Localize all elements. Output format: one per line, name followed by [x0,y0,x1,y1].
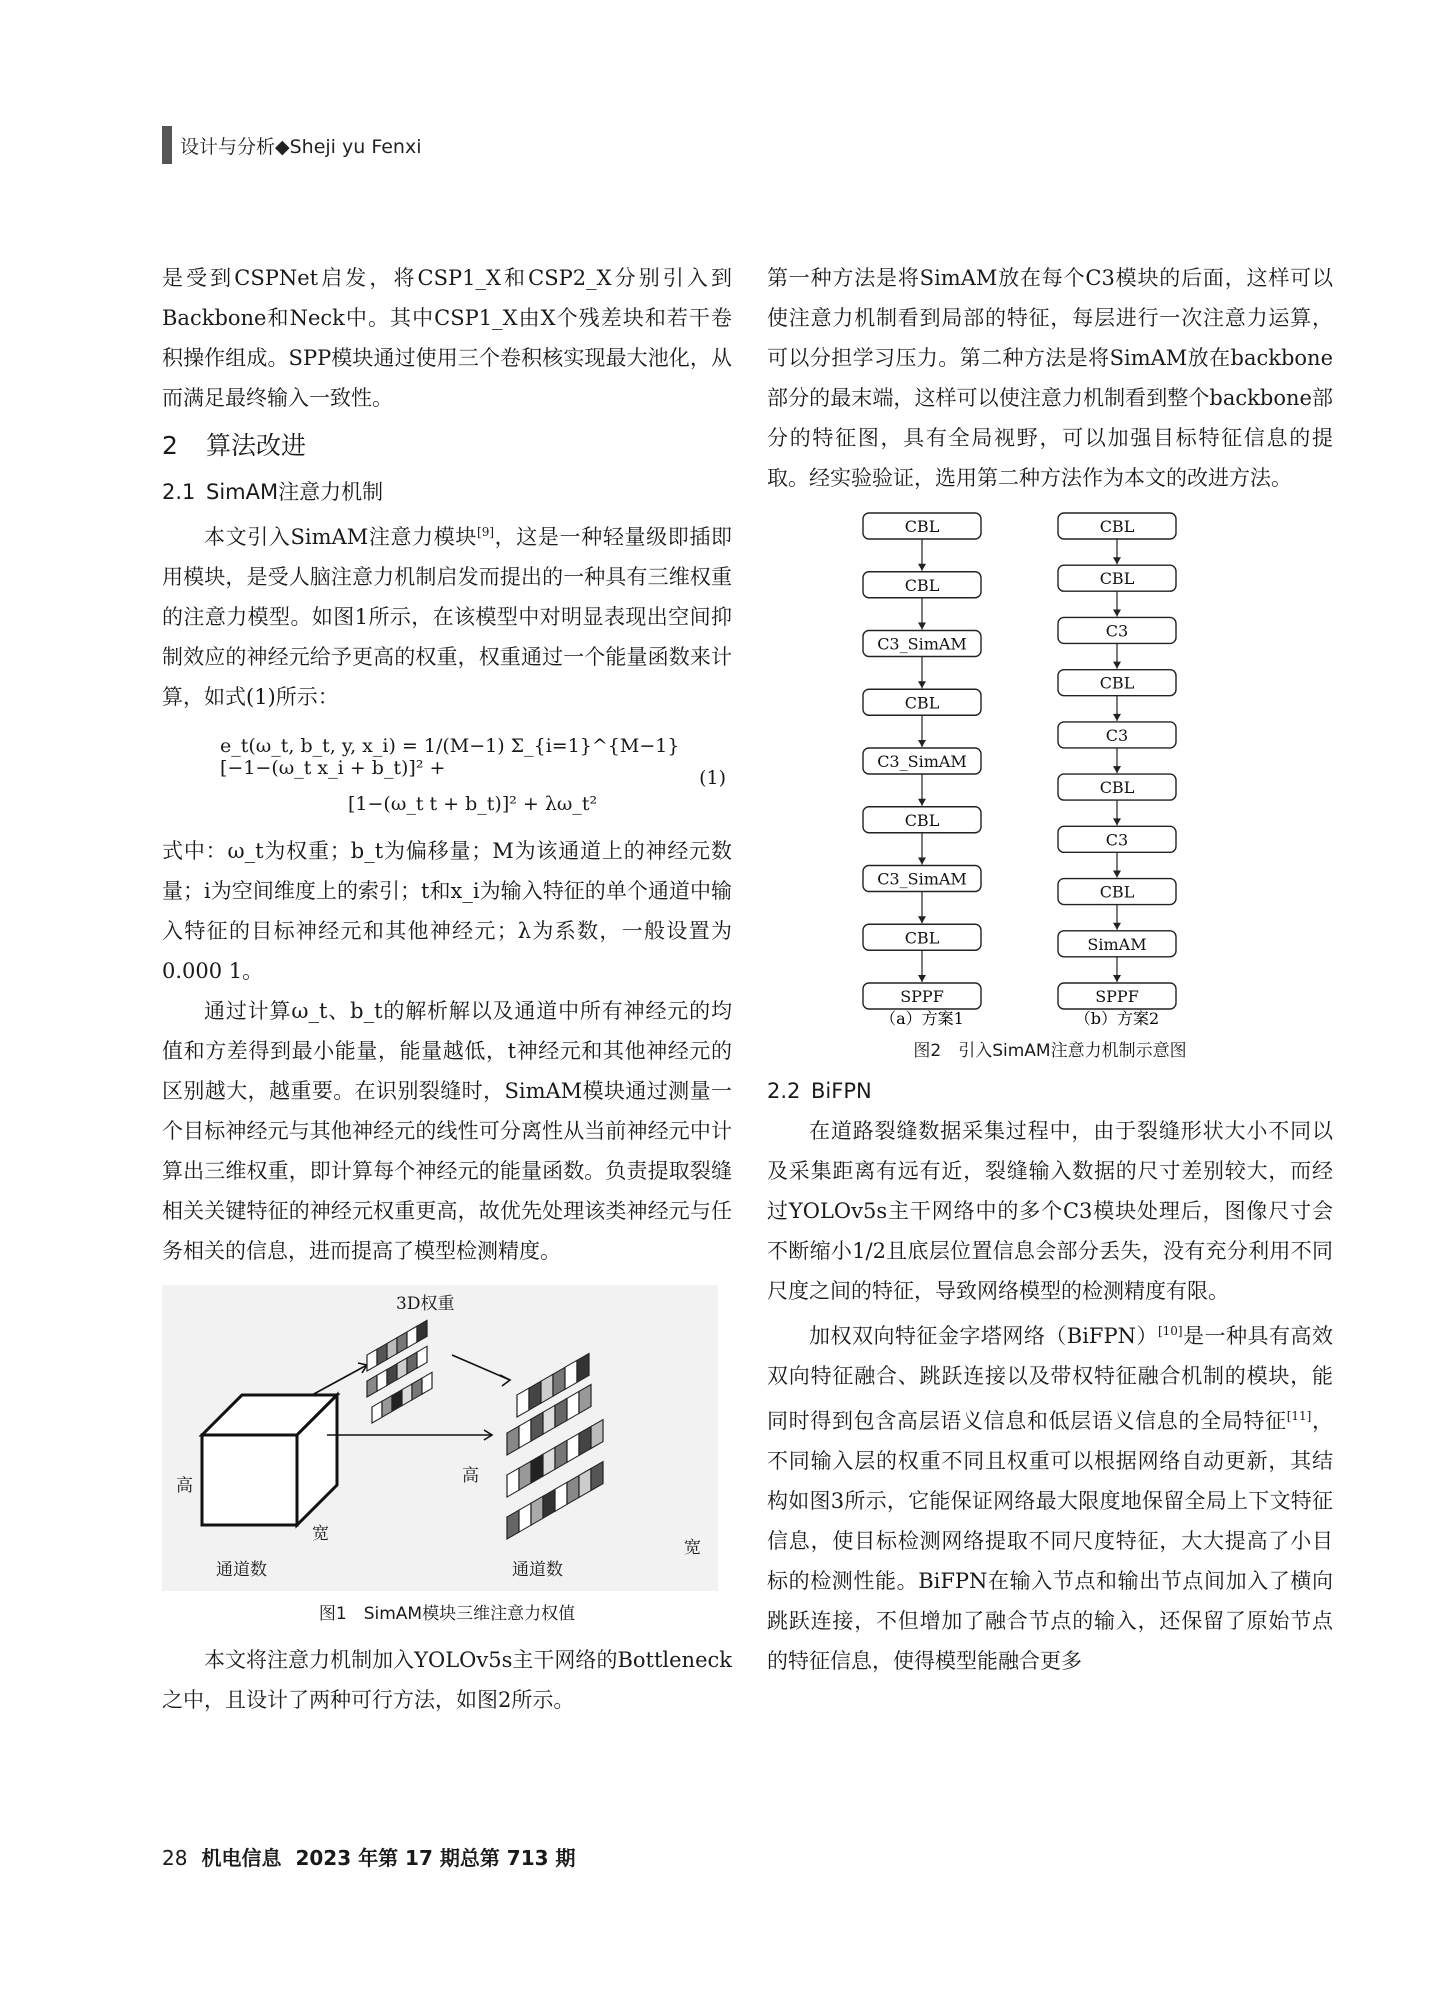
scheme1-node [863,924,981,950]
equation-line-2: [1−(ω_t t + b_t)]² + λω_t² [348,793,598,815]
scheme1-node [863,807,981,833]
paragraph: 式中：ω_t为权重；b_t为偏移量；M为该通道上的神经元数量；i为空间维度上的索引；t和x_i为输入特征的单个通道中输入特征的目标神经元和其他神经元；λ为系数，一般设置为0.000 1。 [162,839,732,983]
scheme2-node [1058,931,1176,957]
scheme1-node-label: CBL [904,575,940,595]
scheme2-node [1058,513,1176,539]
label-channels: 通道数 [216,1560,267,1580]
scheme2-node-label: CBL [1099,569,1135,589]
scheme2-node-label: SPPF [1095,987,1139,1006]
journal-name: 机电信息 [201,1846,282,1870]
paragraph: 在道路裂缝数据采集过程中，由于裂缝形状大小不同以及采集距离有远有近，裂缝输入数据的尺寸差别较大，而经过YOLOv5s主干网络中的多个C3模块处理后，图像尺寸会不断缩小1/2且底层位置信息会部分丢失，没有充分利用不同尺度之间的特征，导致网络模型的检测精度有限。 [767,1119,1333,1303]
paragraph: 是受到CSPNet启发，将CSP1_X和CSP2_X分别引入到Backbone和Neck中。其中CSP1_X由X个残差块和若干卷积操作组成。SPP模块通过使用三个卷积核实现最大池化，从而满足最终输入一致性。 [162,266,732,410]
paragraph: 加权双向特征金字塔网络（BiFPN）[10]是一种具有高效双向特征融合、跳跃连接以及带权特征融合机制的模块，能同时得到包含高层语义信息和低层语义信息的全局特征[11]，不同输入层的权重不同且权重可以根据网络自动更新，其结构如图3所示，它能保证网络最大限度地保留全局上下文特征信息，使目标检测网络提取不同尺度特征，大大提高了小目标的检测性能。BiFPN在输入节点和输出节点间加入了横向跳跃连接，不但增加了融合节点的输入，还保留了原始节点的特征信息，使得模型能融合更多 [767,1324,1333,1673]
issue-info: 2023 年第 17 期总第 713 期 [295,1846,576,1870]
scheme2-arrow [1113,748,1121,773]
equation-number: (1) [699,767,726,789]
running-header [162,126,421,164]
right-column [767,258,1333,1681]
subcaption-a: （a）方案1 [880,1009,964,1028]
scheme2-node [1058,826,1176,852]
running-title: 设计与分析◆Sheji yu Fenxi [180,135,422,158]
scheme2-node-label: CBL [1099,778,1135,798]
scheme2-node-label: CBL [1099,882,1135,902]
scheme1-arrow [918,657,926,689]
subsection-heading: 2.1 SimAM注意力机制 [162,480,384,504]
weighted-output-icon [507,1353,603,1539]
label-width: 宽 [312,1524,329,1544]
weights-3d-icon [367,1320,432,1423]
scheme2-node-label: CBL [1099,673,1135,693]
scheme2-arrow [1113,957,1121,982]
scheme2-node [1058,879,1176,905]
scheme1-arrow [918,950,926,982]
section-heading: 2 算法改进 [162,431,307,460]
scheme1-arrow [918,539,926,571]
scheme1-arrow [918,892,926,924]
figure-1-graphic [162,1285,718,1591]
scheme1-node [863,866,981,892]
scheme1-node [863,748,981,774]
label-height: 高 [176,1476,193,1496]
figure-1 [162,1285,718,1591]
equation-line-1: e_t(ω_t, b_t, y, x_i) = 1/(M−1) Σ_{i=1}^{M−1} [−1−(ω_t x_i + b_t)]² + [220,735,680,779]
subsection-heading: 2.2 BiFPN [767,1079,872,1103]
scheme2-node-label: C3 [1105,621,1129,641]
figure-2 [847,504,1247,1034]
scheme2-node [1058,617,1176,643]
scheme2-node-label: SimAM [1087,934,1147,954]
scheme1-arrow [918,774,926,806]
label-height: 高 [462,1466,479,1486]
scheme2-node [1058,774,1176,800]
scheme1-node-label: CBL [904,810,940,830]
scheme1-node-label: C3_SimAM [877,634,967,654]
scheme1-node-label: CBL [904,693,940,713]
paragraph: 第一种方法是将SimAM放在每个C3模块的后面，这样可以使注意力机制看到局部的特征，每层进行一次注意力运算，可以分担学习压力。第二种方法是将SimAM放在backbone部分的最末端，这样可以使注意力机制看到整个backbone部分的特征图，具有全局视野，可以加强目标特征信息的提取。经实验验证，选用第二种方法作为本文的改进方法。 [767,266,1333,490]
scheme2-node-label: C3 [1105,725,1129,745]
label-channels: 通道数 [512,1560,563,1580]
equation [162,717,732,831]
scheme2-arrow [1113,800,1121,825]
scheme1-arrow [918,715,926,747]
scheme2-node-label: C3 [1105,830,1129,850]
citation[interactable]: [10] [1157,1324,1183,1338]
paragraph: 本文将注意力机制加入YOLOv5s主干网络的Bottleneck之中，且设计了两种可行方法，如图2所示。 [162,1648,732,1712]
page-footer [162,1842,576,1871]
scheme2-node [1058,670,1176,696]
label-3d-weight: 3D权重 [396,1294,455,1314]
scheme1-node [863,983,981,1009]
scheme1-node [863,689,981,715]
citation[interactable]: [9] [477,525,495,539]
scheme2-node [1058,983,1176,1009]
scheme1-node-label: C3_SimAM [877,752,967,771]
figure-2-caption: 图2 引入SimAM注意力机制示意图 [913,1041,1187,1061]
scheme1-node-label: CBL [904,928,940,948]
paragraph: 通过计算ω_t、b_t的解析解以及通道中所有神经元的均值和方差得到最小能量，能量越低，t神经元和其他神经元的区别越大，越重要。在识别裂缝时，SimAM模块通过测量一个目标神经元与其他神经元的线性可分离性从当前神经元中计算出三维权重，即计算每个神经元的能量函数。负责提取裂缝相关关键特征的神经元权重更高，故优先处理该类神经元与任务相关的信息，进而提高了模型检测精度。 [162,999,732,1263]
figure-1-caption: 图1 SimAM模块三维注意力权值 [318,1604,576,1624]
scheme2-node-label: CBL [1099,517,1135,536]
scheme2-arrow [1113,905,1121,930]
scheme2-arrow [1113,696,1121,721]
scheme1-arrow [918,833,926,865]
scheme2-arrow [1113,539,1121,564]
scheme1-node-label: SPPF [900,987,944,1006]
label-width: 宽 [684,1538,701,1558]
scheme1-node-label: C3_SimAM [877,869,967,889]
scheme1-node [863,513,981,539]
scheme2-arrow [1113,591,1121,616]
header-bar [162,126,172,164]
cube-icon [202,1395,337,1525]
scheme1-node [863,631,981,657]
citation[interactable]: [11] [1286,1409,1312,1423]
scheme2-node [1058,722,1176,748]
scheme1-node-label: CBL [904,517,940,536]
subcaption-b: （b）方案2 [1074,1009,1160,1028]
scheme2-arrow [1113,643,1121,668]
left-column [162,258,732,1720]
scheme2-node [1058,565,1176,591]
scheme2-arrow [1113,852,1121,877]
scheme1-arrow [918,598,926,630]
scheme1-node [863,572,981,598]
page-number: 28 [162,1846,188,1870]
paragraph: 本文引入SimAM注意力模块[9]，这是一种轻量级即插即用模块，是受人脑注意力机制启发而提出的一种具有三维权重的注意力模型。如图1所示，在该模型中对明显表现出空间抑制效应的神经元给予更高的权重，权重通过一个能量函数来计算，如式(1)所示： [162,525,733,709]
